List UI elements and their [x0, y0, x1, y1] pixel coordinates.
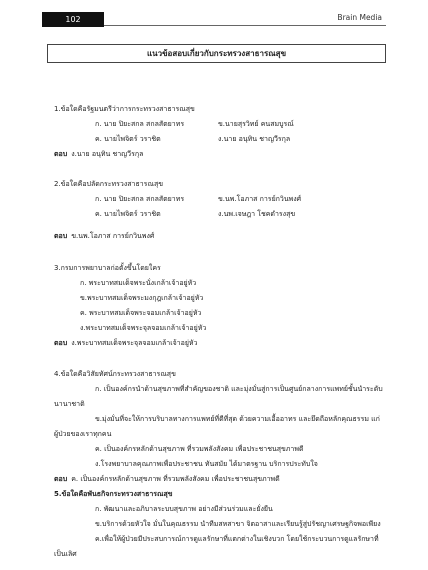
q2-option-c: ค. นายไพจิตร์ วราชิต: [95, 210, 161, 218]
q4-answer: [54, 474, 280, 484]
answer-label: ตอบ: [54, 150, 68, 158]
q3-answer-text: ง.พระบาทสมเด็จพระจุลจอมเกล้าเจ้าอยู่หัว: [71, 339, 198, 347]
q4-option-a: ก. เป็นองค์กรนำด้านสุขภาพที่สำคัญของชาติ และมุ่งมั่นสู่การเป็นศูนย์กลางการแพทย์ชั้นนำระดับ: [95, 385, 383, 393]
header-rule: [104, 25, 386, 26]
q4-option-b: ข.มุ่งมั่นที่จะให้การบริบาลทางการแพทย์ที่ดีที่สุด ด้วยความเอื้ออาทร และยึดถือหลักคุณธรรม แก่: [95, 415, 380, 423]
q5-option-c-cont: เป็นเลิศ: [54, 550, 77, 558]
q1-option-c: ค. นายไพจิตร์ วราชิต: [95, 135, 161, 143]
q3-option-b: ข.พระบาทสมเด็จพระมงกุฎเกล้าเจ้าอยู่หัว: [80, 294, 204, 302]
q4-option-c: ค. เป็นองค์กรหลักด้านสุขภาพ ที่รวมพลังสังคม เพื่อประชาชนสุขภาพดี: [95, 445, 304, 453]
q2-option-d: ง.นพ.เจษฎา โชคดำรงสุข: [218, 210, 296, 218]
page-title: แนวข้อสอบเกี่ยวกับกระทรวงสาธารณสุข: [47, 44, 386, 63]
q2-answer: [54, 231, 154, 241]
q3-option-d: ง.พระบาทสมเด็จพระจุลจอมเกล้าเจ้าอยู่หัว: [80, 324, 207, 332]
brand-label: Brain Media: [337, 13, 382, 22]
answer-label: ตอบ: [54, 232, 68, 240]
q4-option-d: ง.โรงพยาบาลคุณภาพเพื่อประชาชน ทันสมัย ได้มาตรฐาน บริการประทับใจ: [95, 460, 318, 468]
q3-option-c: ค. พระบาทสมเด็จพระจอมเกล้าเจ้าอยู่หัว: [80, 309, 202, 317]
q1-option-d: ง.นาย อนุทิน ชาญวีรกุล: [218, 135, 291, 143]
q5-option-c: ค.เพื่อให้ผู้ป่วยมีประสบการณ์การดูแลรักษาที่แตกต่างในเชิงบวก โดยใช้กระบวนการดูแลรักษาที่: [95, 535, 379, 543]
q2-option-a: ก. นาย ปิยะสกล สกลสัตยาทร: [95, 195, 185, 203]
question-1: 1.ข้อใดคือรัฐมนตรีว่าการกระทรวงสาธารณสุข: [54, 105, 195, 113]
q3-answer: [54, 338, 197, 348]
q4-option-b-cont: ผู้ป่วยของเราทุกคน: [54, 430, 112, 438]
question-5: 5.ข้อใดคือพันธกิจกระทรวงสาธารณสุข: [54, 490, 173, 498]
q2-answer-text: ข.นพ.โอภาส การย์กวินพงศ์: [71, 232, 155, 240]
q1-option-b: ข.นายสุรวิทย์ คนสมบูรณ์: [218, 120, 294, 128]
q3-option-a: ก. พระบาทสมเด็จพระนั่งเกล้าเจ้าอยู่หัว: [80, 279, 197, 287]
q2-option-b: ข.นพ.โอภาส การย์กวินพงศ์: [218, 195, 302, 203]
answer-label: ตอบ: [54, 475, 68, 483]
q1-option-a: ก. นาย ปิยะสกล สกลสัตยาทร: [95, 120, 185, 128]
question-3: 3.กรมการพยาบาลก่อตั้งขึ้นโดยใคร: [54, 264, 161, 272]
q5-option-b: ข.บริการด้วยหัวใจ มั่นในคุณธรรม นำทีมสหสาขา จิตอาสาและเรียนรู้สู่ปรัชญาเศรษฐกิจพอเพียง: [95, 520, 381, 528]
q4-answer-text: ค. เป็นองค์กรหลักด้านสุขภาพ ที่รวมพลังสังคม เพื่อประชาชนสุขภาพดี: [71, 475, 280, 483]
q1-answer: [54, 149, 143, 159]
q1-answer-text: ง.นาย อนุทิน ชาญวีรกุล: [71, 150, 144, 158]
question-4: 4.ข้อใดคือวิสัยทัศน์กระทรวงสาธารณสุข: [54, 370, 176, 378]
page-number: 102: [42, 12, 104, 27]
question-2: 2.ข้อใดคือปลัดกระทรวงสาธารณสุข: [54, 180, 163, 188]
answer-label: ตอบ: [54, 339, 68, 347]
q5-option-a: ก. พัฒนาและอภิบาลระบบสุขภาพ อย่างมีส่วนร่วมและยั่งยืน: [95, 505, 273, 513]
q4-option-a-cont: นานาชาติ: [54, 400, 85, 408]
